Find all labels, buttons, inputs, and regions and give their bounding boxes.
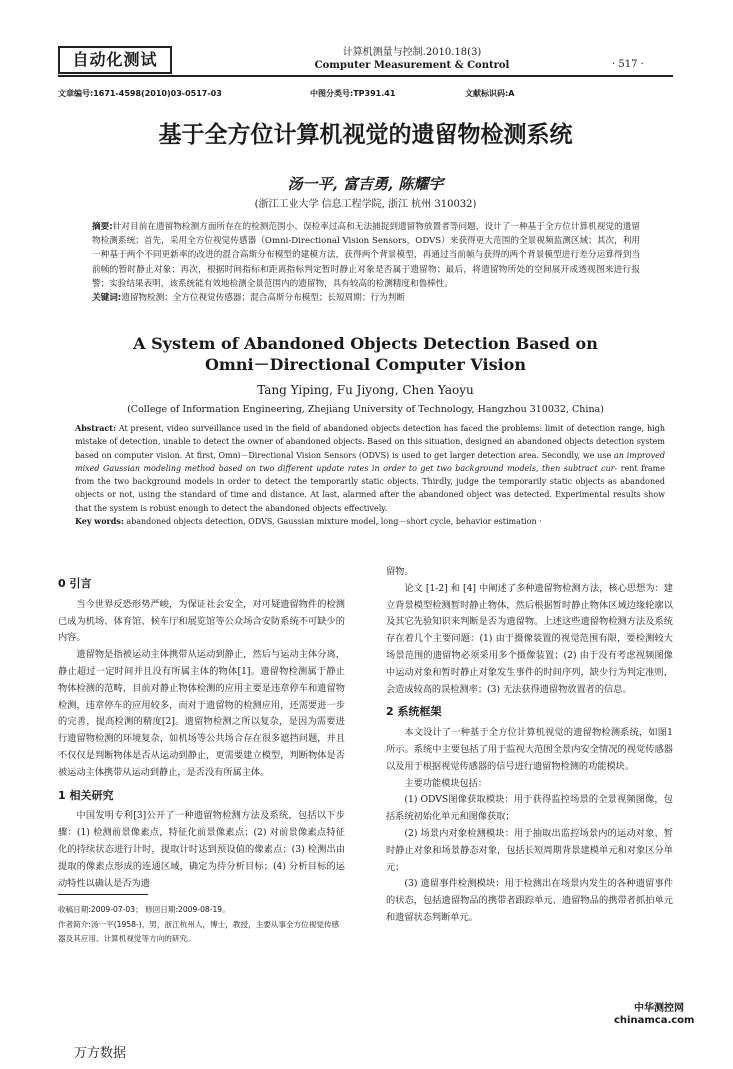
paragraph: 当今世界反恐形势严峻，为保证社会安全，对可疑遗留物件的检测已成为机场、体育馆、候车厅和展览馆等公众场合安防系统不可缺少的内容。 [58,598,345,644]
title-cn: 基于全方位计算机视觉的遗留物检测系统 [158,121,573,148]
footnote-rule [58,894,148,895]
paragraph: 本文设计了一种基于全方位计算机视觉的遗留物检测系统，如图1所示。系统中主要包括了用于监视大范围全景内安全情况的视觉传感器以及用于根据视觉传感器的信号进行遗留物检测的功能模块。 [386,727,673,772]
section-heading-0: 0 引言 [58,577,92,590]
paragraph: 主要功能模块包括： [404,777,488,789]
title-en-line2: Omni－Directional Computer Vision [204,355,526,374]
affiliation-cn: (浙江工业大学 信息工程学院, 浙江 杭州 310032) [254,199,477,210]
authors-en: Tang Yiping, Fu Jiyong, Chen Yaoyu [257,383,474,397]
paragraph: (3) 遗留事件检测模块：用于检测出在场景内发生的各种遗留事件的状态，包括遗留物品的携带者跟踪单元、遗留物品的携带者抓拍单元和遗留状态判断单元。 [386,878,673,923]
abstract-en [75,422,665,528]
right-column [386,564,673,927]
paragraph: 留物。 [386,566,414,577]
abstract-en-text-1: At present, video surveillance used in the field of abandoned objects detection has faced the problems: limit of detection range, high mistake of detection, unable to detect the owner of abandoned objects. Based on this situation, designed an abandoned objects detection system based on computer vision. At first, Omni－Directional Vision Sensors (ODVS) is used to get larger detection area. Secondly, we use [75,424,665,460]
title-en-line1: A System of Abandoned Objects Detection Based on [133,334,598,353]
abstract-cn-text: 针对目前在遗留物检测方面所存在的检测范围小、误检率过高和无法捕捉到遗留物放置者等问题，设计了一种基于全方位计算机视觉的遗留物检测系统；首先，采用全方位视觉传感器（Omni-Directional Vision Sensors，ODVS）来获得更大范围的全景视频监测区域；其次，利用一种基于两个不同更新率的改进的混合高斯分布模型的建模方法，获得两个背景模型，再通过当前帧与获得的两个背景模型进行差分运算得到当前帧的暂时静止对象；再次，根据时间指标和距离指标判定暂时静止对象是否属于遗留物；最后，将遗留物所处的空间展开成透视图来进行报警；实验结果表明，该系统能有效地检测全景范围内的遗留物，具有较高的检测精度和鲁棒性。 [92,222,640,289]
paragraph: 论文 [1-2] 和 [4] 中阐述了多种遗留物检测方法，核心思想为：建立背景模型检测暂时静止物体，然后根据暂时静止物体区域边缘轮廓以及其它先验知识来判断是否为遗留物。上述这些遗留物检测方法及系统存在着几个主要问题：(1) 由于摄像装置的视觉范围有限，要检测较大场景范围的遗留物必须采用多个摄像装置；(2) 由于没有考虑视频图像中运动对象和暂时静止对象发生事件的时间序列，缺少行为判定准则，会造成较高的误检测率；(3) 无法获得遗留物放置者的信息。 [386,582,673,695]
keywords-cn-label: 关键词: [92,293,122,304]
brand-cn: 中华测控网 [634,1003,684,1014]
watermark: 万方数据 [74,1046,127,1061]
left-column [58,570,345,892]
authors-cn: 汤一平, 富吉勇, 陈耀宇 [287,175,444,193]
abstract-en-text-italic: an improved mixed Gaussian modeling method based on two different update rates in order to get two background models, then subtract cur- [75,450,665,473]
section-heading-2: 2 系统框架 [386,705,442,719]
abstract-en-label: Abstract: [75,423,116,433]
author-bio: 作者简介:汤一平(1958-)，男，浙江杭州人，博士，教授，主要从事全方位视觉传感器及其应用、计算机视觉等方向的研究。 [58,919,340,943]
paragraph: (1) ODVS图像获取模块：用于获得监控场景的全景视频图像，包括系统初始化单元和图像获取； [386,794,673,823]
title-en [58,333,673,375]
journal-name-cn: 计算机测量与控制.2010.18(3) [342,47,482,58]
header-rule [58,75,673,77]
paragraph: 中国发明专利[3]公开了一种遗留物检测方法及系统，包括以下步骤：(1) 检测前景像素点，特征化前景像素点；(2) 对前景像素点特征化的持续状态进行计时，提取计时达到预设值的像素点；(3) 检测出由提取的像素点形成的连通区域，确定为待分析目标；(4) 分析目标的运动特性以确认是否为遗 [58,810,345,889]
abstract-cn [92,220,640,305]
received-date: 收稿日期:2009-07-03； 修回日期:2009-08-19。 [58,905,230,914]
keywords-cn: 遗留物检测；全方位视觉传感器；混合高斯分布模型；长短周期；行为判断 [121,293,405,304]
paragraph: (2) 场景内对象检测模块：用于抽取出监控场景内的运动对象、暂时静止对象和场景静态对象，包括长短周期背景建模单元和对象区分单元； [386,827,673,873]
page-number: · 517 · [612,59,644,70]
clc-number: 中图分类号:TP391.41 [310,89,396,98]
article-number: 文章编号:1671-4598(2010)03-0517-03 [58,89,222,98]
keywords-en: abandoned objects detection, ODVS, Gaussian mixture model, long－short cycle, behavior estimation · [126,517,542,527]
publisher-brand [614,1003,695,1027]
affiliation-en: (College of Information Engineering, Zhejiang University of Technology, Hangzhou 310032, China) [127,404,604,415]
document-id: 文献标识码:A [465,89,515,98]
paragraph: 遗留物是指被运动主体携带从运动到静止，然后与运动主体分离，静止超过一定时间并且没有所属主体的物体[1]。遗留物检测属于静止物体检测的范畴，目前对静止物体检测的应用主要是违章停车和遗留物检测，违章停车的应用较多，而对于遗留物的检测应用，还需要进一步的完善，提高检测的精度[2]。遗留物检测之所以复杂，是因为需要进行遗留物检测的环境复杂，如机场等公共场合存在很多遮挡问题，并且不仅仅是判断物体是否从运动到静止，更需要建立模型，判断物体是否被运动主体携带从运动到静止，是否没有所属主体。 [58,649,345,778]
section-label: 自动化测试 [58,46,172,74]
journal-name-en: Computer Measurement & Control [314,60,510,71]
keywords-en-label: Key words: [75,516,124,527]
footnote [58,903,345,947]
section-heading-1: 1 相关研究 [58,788,114,802]
brand-en: chinamca.com [614,1015,695,1026]
abstract-cn-label: 摘要: [92,222,113,232]
journal-header [312,46,512,72]
abstract-en-text-2: rent frame from the two background models in order to detect the temporarily static objects. Thirdly, judge the temporarily static objects as abandoned objects or not, using the standard of time and distance. At last, alarmed after the abandoned object was detected. Experimental results show that the system is robust enough to detect the abandoned objects effectively. [75,463,665,513]
